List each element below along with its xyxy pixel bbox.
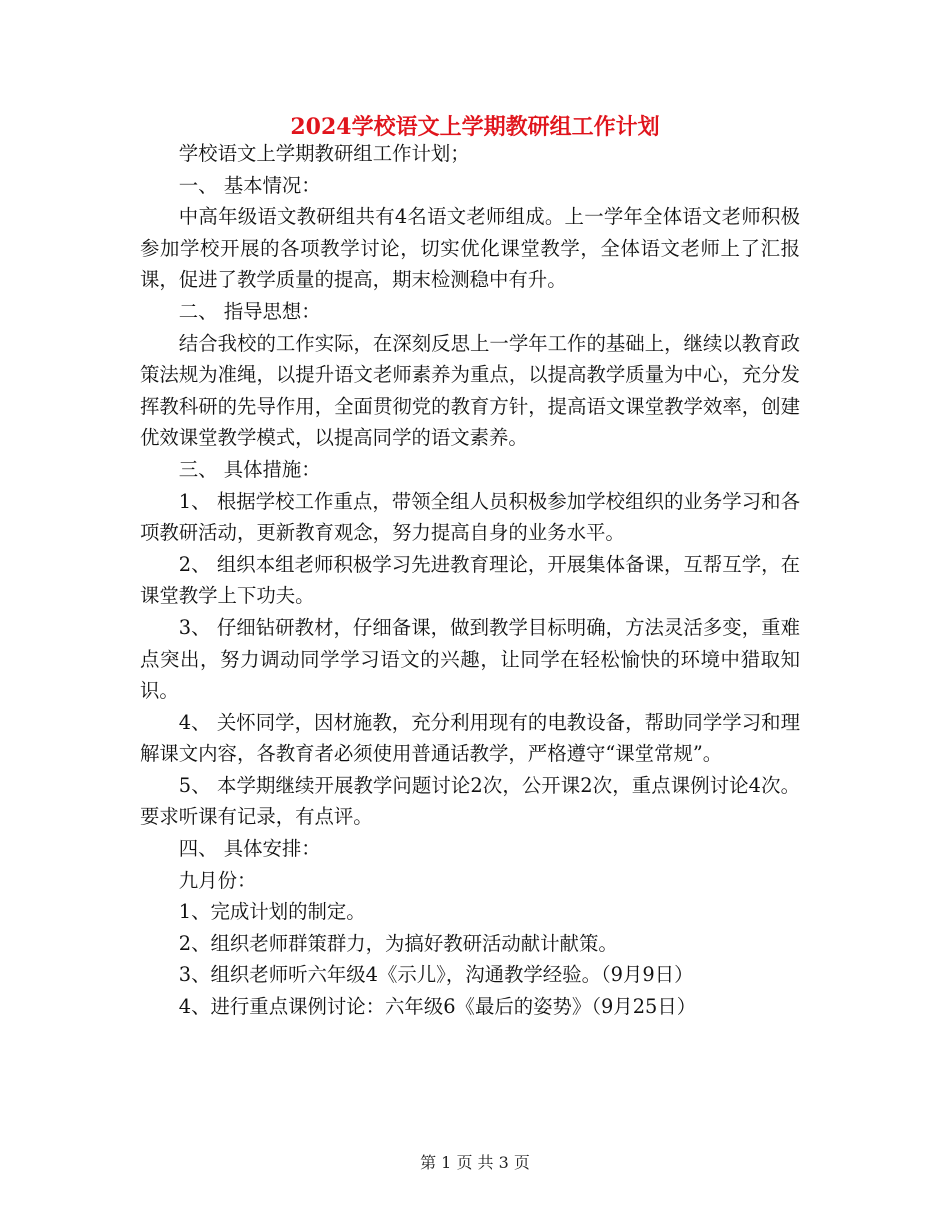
paragraph-intro: 学校语文上学期教研组工作计划； bbox=[178, 142, 470, 165]
measure-item-2: 2、 组织本组老师积极学习先进教育理论，开展集体备课，互帮互学，在课堂教学上下功夫。 bbox=[140, 552, 800, 608]
measure-item-5: 5、 本学期继续开展教学问题讨论2次，公开课2次，重点课例讨论4次。要求听课有记录，有点评。 bbox=[140, 773, 800, 829]
september-item-2: 2、组织老师群策群力，为搞好教研活动献计献策。 bbox=[178, 931, 618, 955]
paragraph-basic-situation: 中高年级语文教研组共有4名语文老师组成。上一学年全体语文老师积极参加学校开展的各项教学讨论，切实优化课堂教学，全体语文老师上了汇报课，促进了教学质量的提高，期末检测稳中有升。 bbox=[140, 205, 800, 292]
section-heading-guiding-thought: 二、 指导思想： bbox=[178, 299, 321, 323]
measure-item-4: 4、 关怀同学，因材施教，充分利用现有的电教设备，帮助同学学习和理解课文内容，各教育者必须使用普通话教学，严格遵守“课堂常规”。 bbox=[140, 710, 800, 766]
section-heading-basic-situation: 一、 基本情况： bbox=[178, 173, 321, 197]
september-item-1: 1、完成计划的制定。 bbox=[178, 900, 366, 924]
document-title: 2024学校语文上学期教研组工作计划 bbox=[290, 114, 660, 140]
page-footer: 第 1 页 共 3 页 bbox=[420, 1153, 530, 1172]
measure-item-3: 3、 仔细钻研教材，仔细备课，做到教学目标明确，方法灵活多变，重难点突出，努力调动同学学习语文的兴趣，让同学在轻松愉快的环境中猎取知识。 bbox=[140, 615, 800, 703]
document-body bbox=[140, 138, 800, 1023]
section-heading-arrangement: 四、 具体安排： bbox=[178, 837, 321, 861]
month-heading-september: 九月份： bbox=[178, 868, 257, 892]
september-item-4: 4、进行重点课例讨论：六年级6《最后的姿势》（9月25日） bbox=[178, 995, 697, 1019]
measure-item-1: 1、 根据学校工作重点，带领全组人员积极参加学校组织的业务学习和各项教研活动，更新教育观念，努力提高自身的业务水平。 bbox=[140, 489, 800, 545]
section-heading-measures: 三、 具体措施： bbox=[178, 457, 321, 481]
september-item-3: 3、组织老师听六年级4《示儿》，沟通教学经验。（9月9日） bbox=[178, 963, 694, 987]
paragraph-guiding-thought: 结合我校的工作实际，在深刻反思上一学年工作的基础上，继续以教育政策法规为准绳，以提升语文老师素养为重点，以提高教学质量为中心，充分发挥教科研的先导作用，全面贯彻党的教育方针，提高语文课堂教学效率，创建优效课堂教学模式，以提高同学的语文素养。 bbox=[140, 331, 800, 450]
